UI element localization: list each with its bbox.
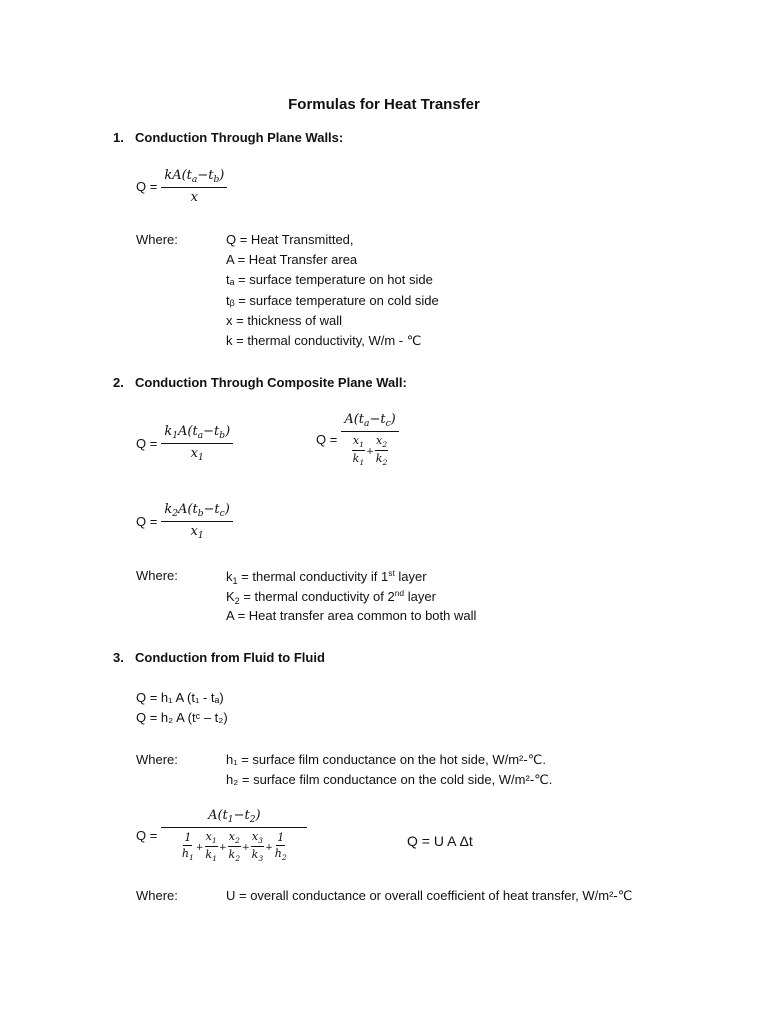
fraction-numerator: $k_2A(t_b-t_c)$	[161, 502, 233, 522]
definition: tᵦ = surface temperature on cold side	[226, 293, 439, 308]
fraction: $\frac{x_1}{k_1}$	[352, 434, 365, 467]
definition: A = Heat Transfer area	[226, 252, 358, 267]
definition: A = Heat transfer area common to both wall	[226, 608, 477, 623]
formula-composite-2	[136, 502, 233, 541]
fraction-denominator: $x_1$	[190, 446, 204, 463]
fraction-numerator: $kA(t_a-t_b)$	[161, 168, 227, 188]
formula-composite-series	[316, 412, 399, 467]
page-title: Formulas for Heat Transfer	[288, 96, 480, 113]
section-1-heading	[113, 130, 343, 145]
section-1-title: Conduction Through Plane Walls:	[135, 130, 344, 145]
definition: h₂ = surface film conductance on the cold side, W/m²-℃.	[226, 772, 553, 787]
definition: x = thickness of wall	[226, 313, 342, 328]
definition: U = overall conductance or overall coefficient of heat transfer, W/m²-℃	[226, 888, 633, 903]
formula-lhs: Q =	[136, 828, 158, 843]
formula-composite-1	[136, 424, 233, 463]
definition: $k_1$ = thermal conductivity if 1st layer	[226, 568, 427, 586]
section-3-heading	[113, 650, 325, 665]
section-2-title: Conduction Through Composite Plane Wall:	[135, 375, 407, 390]
definition: tₐ = surface temperature on hot side	[226, 272, 433, 287]
definition: $K_2$ = thermal conductivity of 2nd layer	[226, 588, 436, 606]
formula-lhs: Q =	[316, 432, 338, 447]
where-label-3: Where:	[136, 752, 178, 767]
fraction-numerator: $A(t_a-t_c)$	[341, 412, 398, 432]
formula-overall-resistance	[136, 808, 307, 863]
definition: Q = Heat Transmitted,	[226, 232, 354, 247]
formula-lhs: Q =	[136, 436, 158, 451]
fraction	[161, 424, 233, 463]
fraction	[161, 168, 227, 205]
section-3-number: 3.	[113, 650, 124, 665]
formula-overall-coefficient: Q = U A Δt	[407, 833, 473, 849]
fraction: $\frac{x_2}{k_2}$	[375, 434, 388, 467]
fraction-denominator: $x_1$	[190, 524, 204, 541]
section-2-heading	[113, 375, 407, 390]
formula-plane-wall	[136, 168, 227, 205]
fraction-denominator: x	[190, 190, 198, 205]
formula-line: Q = h₂ A (tᶜ – t₂)	[136, 710, 228, 725]
where-label-4: Where:	[136, 888, 178, 903]
fraction	[161, 808, 307, 863]
fraction-denominator: $\frac{x_1}{k_1}$ + $\frac{x_2}{k_2}$	[352, 434, 388, 467]
formula-lhs: Q =	[136, 179, 158, 194]
definition: h₁ = surface film conductance on the hot side, W/m²-℃.	[226, 752, 546, 767]
definition: k = thermal conductivity, W/m - ℃	[226, 333, 422, 348]
formula-line: Q = h₁ A (t₁ - tₐ)	[136, 690, 224, 705]
section-1-number: 1.	[113, 130, 124, 145]
fraction-numerator: $k_1A(t_a-t_b)$	[161, 424, 233, 444]
fraction	[161, 502, 233, 541]
section-2-number: 2.	[113, 375, 124, 390]
where-label-2: Where:	[136, 568, 178, 583]
fraction-denominator: $\frac{1}{h_1}$ + $\frac{x_1}{k_1}$ + $\frac{x_2}{k_2}$ + $\frac{x_3}{k_3}$ + $\frac{1}{h_2}$	[181, 830, 287, 863]
where-label-1: Where:	[136, 232, 178, 247]
fraction	[341, 412, 398, 467]
fraction-numerator: $A(t_1-t_2)$	[161, 808, 307, 828]
formula-lhs: Q =	[136, 514, 158, 529]
section-3-title: Conduction from Fluid to Fluid	[135, 650, 325, 665]
